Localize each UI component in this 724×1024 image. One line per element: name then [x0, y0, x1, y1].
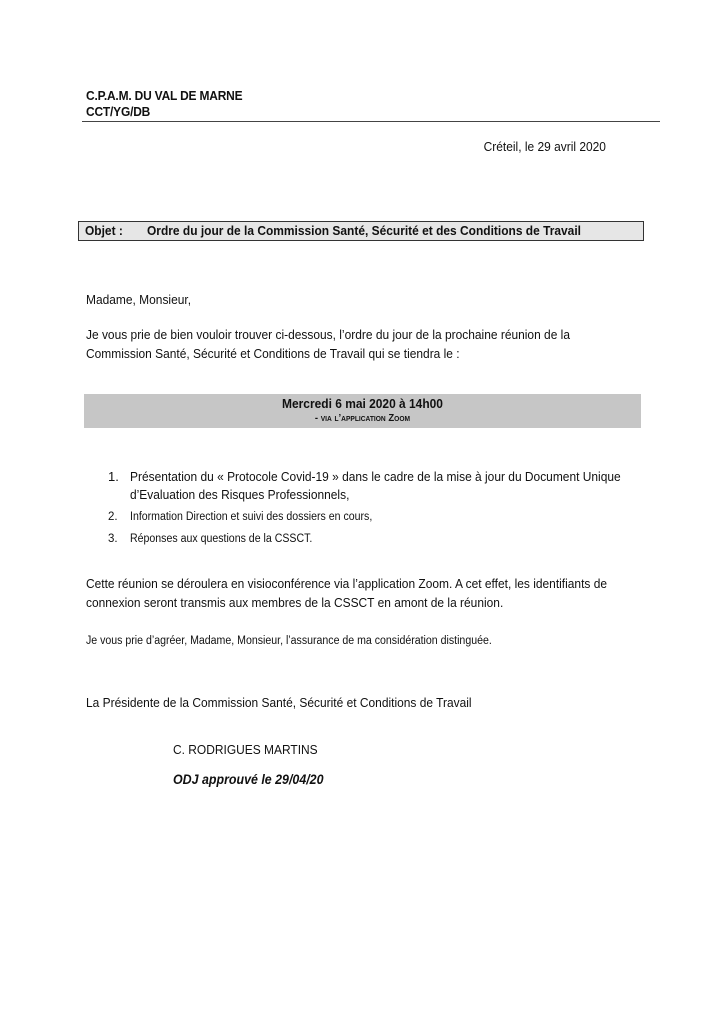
agenda-text: d’Evaluation des Risques Professionnels,: [130, 487, 350, 502]
closing: [86, 632, 640, 651]
salutation: [86, 290, 640, 309]
agenda-text: Information Direction et suivi des dossiers en cours,: [130, 511, 373, 523]
subject-label: Objet :: [85, 223, 123, 238]
body-line-1: Cette réunion se déroulera en visioconférence via l’application Zoom. A cet effet, les identifiants de: [86, 576, 608, 591]
intro-line-2: Commission Santé, Sécurité et Conditions de Travail qui se tiendra le :: [86, 346, 460, 361]
header-divider: [82, 121, 660, 122]
agenda-number: 1.: [108, 469, 119, 484]
intro-paragraph: [86, 325, 640, 363]
approval-text: ODJ approuvé le 29/04/20: [173, 772, 324, 787]
agenda-text: Présentation du « Protocole Covid-19 » dans le cadre de la mise à jour du Document Unique: [130, 469, 621, 484]
signatory-title-text: La Présidente de la Commission Santé, Sécurité et Conditions de Travail: [86, 695, 472, 710]
organization-name: C.P.A.M. DU VAL DE MARNE: [86, 88, 243, 103]
date-line: Créteil, le 29 avril 2020: [483, 139, 606, 154]
signatory-name: [173, 741, 330, 759]
body-paragraph: [86, 574, 640, 612]
meeting-banner: [84, 394, 641, 428]
signatory-title: [86, 694, 505, 712]
approval-note: [173, 771, 337, 789]
intro-line-1: Je vous prie de bien vouloir trouver ci-dessous, l’ordre du jour de la prochaine réunion de la: [86, 327, 571, 342]
agenda-number: 2.: [108, 511, 118, 523]
signatory-name-text: C. RODRIGUES MARTINS: [173, 742, 318, 757]
body-line-2: connexion seront transmis aux membres de la CSSCT en amont de la réunion.: [86, 595, 504, 610]
subject-text: Ordre du jour de la Commission Santé, Sécurité et des Conditions de Travail: [147, 223, 581, 238]
salutation-text: Madame, Monsieur,: [86, 292, 192, 307]
meeting-date: Mercredi 6 mai 2020 à 14h00: [282, 396, 443, 411]
agenda-number: 3.: [108, 533, 118, 545]
agenda-text: Réponses aux questions de la CSSCT.: [130, 533, 313, 545]
reference-code: CCT/YG/DB: [86, 104, 151, 119]
subject-box: [78, 221, 644, 241]
closing-text: Je vous prie d’agréer, Madame, Monsieur, l’assurance de ma considération distinguée.: [86, 635, 492, 647]
meeting-mode: - via l’application Zoom: [314, 413, 411, 424]
